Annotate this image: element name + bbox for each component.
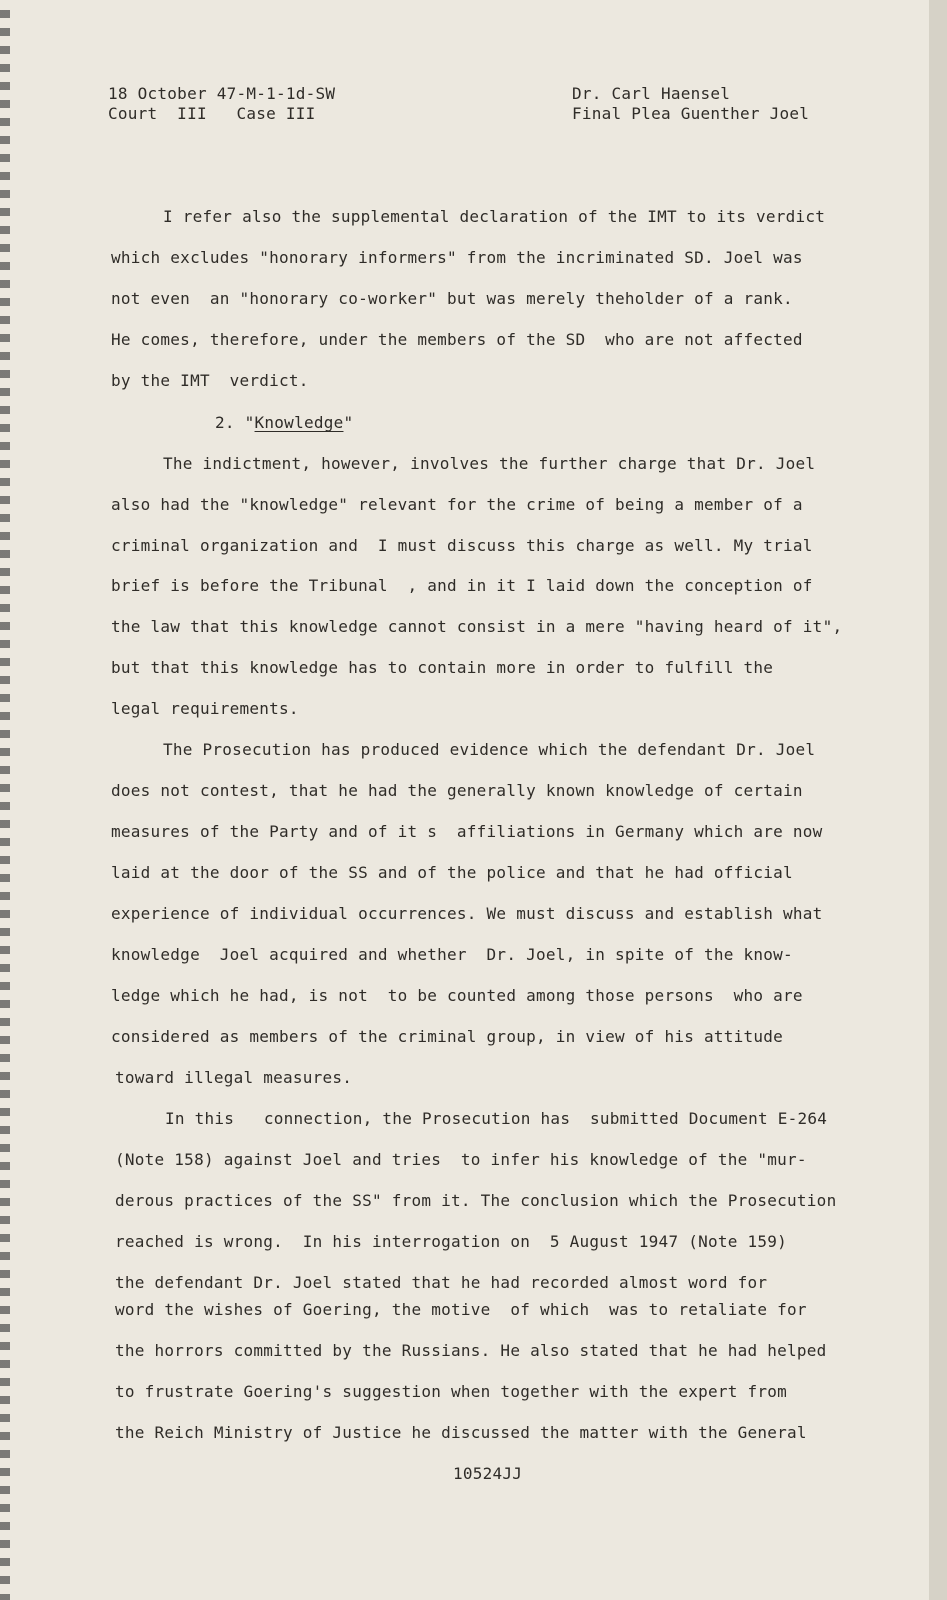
para4-line5: the defendant Dr. Joel stated that he had recorded almost word for xyxy=(115,1273,768,1292)
para1-line1: I refer also the supplemental declaration of the IMT to its verdict xyxy=(163,207,826,226)
para4-line9: the Reich Ministry of Justice he discussed the matter with the General xyxy=(115,1423,807,1442)
para2-line2: also had the "knowledge" relevant for the crime of being a member of a xyxy=(111,495,803,514)
para4-line4: reached is wrong. In his interrogation on 5 August 1947 (Note 159) xyxy=(115,1232,788,1251)
section-heading xyxy=(215,413,353,433)
para2-line6: but that this knowledge has to contain more in order to fulfill the xyxy=(111,658,774,677)
para1-line3: not even an "honorary co-worker" but was merely theholder of a rank. xyxy=(111,289,793,308)
section-number: 2. " xyxy=(215,413,255,432)
para3-line7: ledge which he had, is not to be counted among those persons who are xyxy=(111,986,803,1005)
header-right-line1: Dr. Carl Haensel xyxy=(572,84,731,103)
para3-line6: knowledge Joel acquired and whether Dr. Joel, in spite of the know- xyxy=(111,945,793,964)
para3-line9: toward illegal measures. xyxy=(115,1068,353,1087)
page-number: 10524JJ xyxy=(453,1464,523,1483)
para3-line4: laid at the door of the SS and of the police and that he had official xyxy=(111,863,793,882)
section-title: Knowledge xyxy=(254,413,344,432)
para3-line1: The Prosecution has produced evidence which the defendant Dr. Joel xyxy=(163,740,816,759)
para3-line5: experience of individual occurrences. We must discuss and establish what xyxy=(111,904,823,923)
para4-line8: to frustrate Goering's suggestion when together with the expert from xyxy=(115,1382,788,1401)
para1-line2: which excludes "honorary informers" from the incriminated SD. Joel was xyxy=(111,248,803,267)
para2-line5: the law that this knowledge cannot consist in a mere "having heard of it", xyxy=(111,617,843,636)
para3-line8: considered as members of the criminal group, in view of his attitude xyxy=(111,1027,784,1046)
para2-line4: brief is before the Tribunal , and in it I laid down the conception of xyxy=(111,576,813,595)
binding-holes xyxy=(0,0,10,1600)
para3-line2: does not contest, that he had the generally known knowledge of certain xyxy=(111,781,803,800)
section-close: " xyxy=(343,413,354,432)
para2-line7: legal requirements. xyxy=(111,699,299,718)
header-right-line2: Final Plea Guenther Joel xyxy=(572,104,810,123)
para2-line1: The indictment, however, involves the further charge that Dr. Joel xyxy=(163,454,816,473)
para4-line6: word the wishes of Goering, the motive of which was to retaliate for xyxy=(115,1300,807,1319)
para2-line3: criminal organization and I must discuss this charge as well. My trial xyxy=(111,536,813,555)
para4-line1: In this connection, the Prosecution has submitted Document E-264 xyxy=(165,1109,828,1128)
header-left-line1: 18 October 47-M-1-1d-SW xyxy=(108,84,336,103)
header-left-line2: Court III Case III xyxy=(108,104,316,123)
para1-line5: by the IMT verdict. xyxy=(111,371,309,390)
para4-line7: the horrors committed by the Russians. He also stated that he had helped xyxy=(115,1341,827,1360)
page-edge xyxy=(929,0,947,1600)
para4-line2: (Note 158) against Joel and tries to infer his knowledge of the "mur- xyxy=(115,1150,807,1169)
para4-line3: derous practices of the SS" from it. The conclusion which the Prosecution xyxy=(115,1191,837,1210)
para3-line3: measures of the Party and of it s affiliations in Germany which are now xyxy=(111,822,823,841)
para1-line4: He comes, therefore, under the members of the SD who are not affected xyxy=(111,330,803,349)
